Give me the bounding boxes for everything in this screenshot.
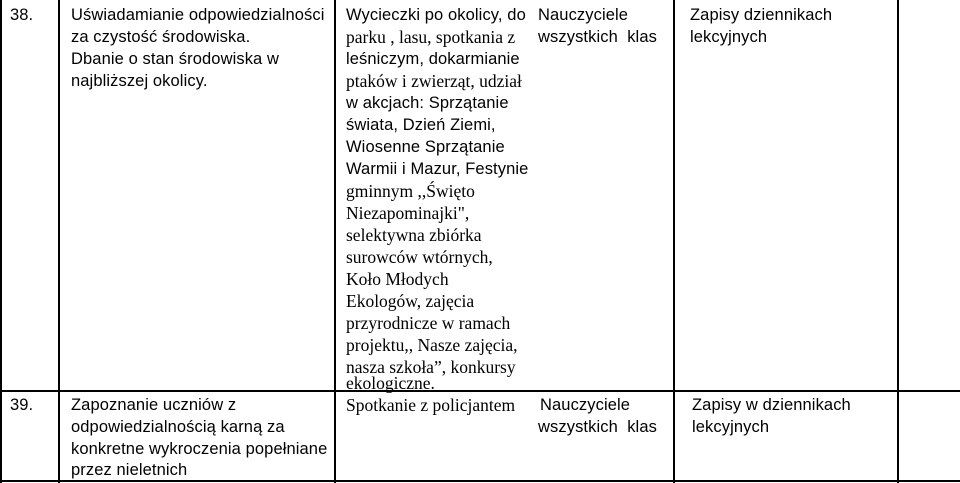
topic-line: Zapoznanie uczniów z (71, 396, 237, 414)
activity-line: selektywna zbiórka (346, 225, 482, 245)
topic-line: Dbanie o stan środowiska w (71, 50, 280, 68)
responsible-line: wszystkich klas (538, 28, 657, 46)
topic-line: konkretne wykroczenia popełniane (71, 440, 328, 458)
responsible-line: wszystkich klas (538, 418, 657, 436)
activity-line: Warmii i Mazur, Festynie (346, 160, 529, 178)
activity-line: Koło Młodych (346, 269, 449, 289)
activity-line: w akcjach: Sprzątanie (346, 94, 509, 112)
activity-line: świata, Dzień Ziemi, (346, 116, 496, 134)
activity-line: nasza szkoła”, konkursy (346, 357, 516, 377)
topic-line: za czystość środowiska. (71, 28, 251, 46)
column-divider (673, 0, 675, 483)
responsible-line: Nauczyciele (538, 6, 629, 24)
topic-line: Uświadamianie odpowiedzialności (71, 6, 325, 24)
column-divider (897, 0, 899, 483)
activity-line: surowców wtórnych, (346, 247, 493, 267)
activity-line: leśniczym, dokarmianie (346, 50, 520, 68)
topic-line: odpowiedzialnością karną za (71, 418, 285, 436)
activity-line: Ekologów, zajęcia (346, 291, 475, 311)
activity-line: projektu,, Nasze zajęcia, (346, 335, 518, 355)
responsible-line: Nauczyciele (540, 396, 631, 414)
activity-line: Niezapominajki", (346, 203, 470, 223)
topic-line: przez nieletnich (71, 461, 188, 479)
activity-line: Wycieczki po okolicy, do (346, 6, 526, 24)
activity-line: Wiosenne Sprzątanie (346, 138, 505, 156)
activity-line: przyrodnicze w ramach (346, 313, 511, 333)
activity-line: Spotkanie z policjantem (346, 395, 516, 415)
activity-line: ptaków i zwierząt, udział (346, 71, 522, 91)
documentation-line: lekcyjnych (690, 28, 768, 46)
activity-line: parku , lasu, spotkania z (346, 27, 516, 47)
activity-line: gminnym ,,Święto (346, 181, 475, 201)
table-border-left (0, 0, 2, 483)
topic-line: najbliższej okolicy. (71, 72, 208, 90)
documentation-line: Zapisy w dziennikach (692, 396, 851, 414)
documentation-line: Zapisy dziennikach (690, 6, 833, 24)
activity-line: ekologiczne. (346, 373, 435, 393)
column-divider (334, 0, 336, 483)
column-divider (58, 0, 60, 483)
row-divider (0, 390, 960, 392)
row-number: 39. (10, 396, 34, 414)
documentation-line: lekcyjnych (692, 418, 770, 436)
row-number: 38. (10, 6, 34, 24)
